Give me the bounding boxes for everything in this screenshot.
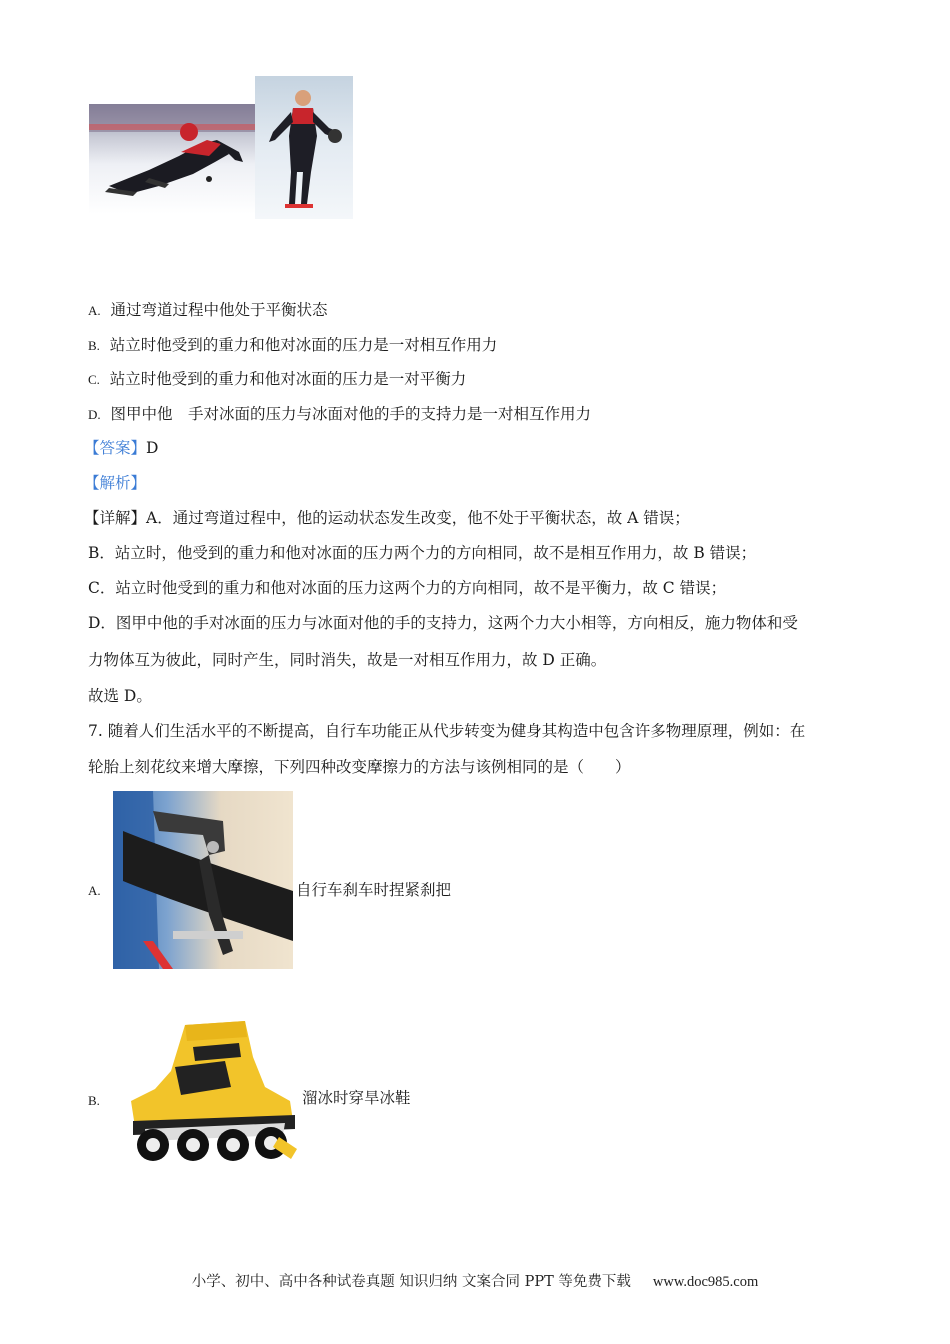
detail-line-3 (88, 578, 726, 598)
q6-option-b (88, 335, 497, 356)
q6-option-d (88, 404, 591, 425)
option-letter: D. (88, 407, 101, 422)
option-text: 站立时他受到的重力和他对冰面的压力是一对平衡力 (109, 370, 467, 388)
detail-text: 力物体互为彼此，同时产生，同时消失，故是一对相互作用力，故 D 正确。 (88, 651, 607, 669)
bike-brake-photo (113, 791, 293, 969)
analysis-line (84, 473, 146, 493)
q7-stem: 轮胎上刻花纹来增大摩擦，下列四种改变摩擦力的方法与该例相同的是（ ） (88, 758, 631, 776)
option-letter: B. (88, 338, 100, 353)
detail-text: A．通过弯道过程中，他的运动状态发生改变，他不处于平衡状态，故 A 错误； (146, 509, 690, 527)
detail-text: 故选 D。 (88, 687, 152, 705)
q7-stem-line-1 (88, 721, 805, 741)
q6-option-c (88, 369, 466, 390)
q7-option-b-text (302, 1088, 411, 1108)
option-text: 溜冰时穿旱冰鞋 (302, 1089, 411, 1107)
detail-tag: 【详解】 (84, 509, 147, 527)
answer-line (84, 438, 158, 458)
page-footer (0, 1270, 950, 1291)
q7-stem-line-2 (88, 757, 631, 777)
option-letter: A. (88, 303, 101, 318)
q6-option-a (88, 300, 328, 321)
footer-url[interactable]: www.doc985.com (652, 1274, 759, 1290)
detail-line-4 (88, 613, 798, 633)
option-text: 图甲中他 手对冰面的压力与冰面对他的手的支持力是一对相互作用力 (110, 405, 592, 423)
q7-option-a-text (296, 880, 451, 900)
q7-stem: 7. 随着人们生活水平的不断提高，自行车功能正从代步转变为健身其构造中包含许多物理原理，例如：在 (88, 722, 806, 740)
detail-line-6 (88, 686, 152, 706)
option-letter: C. (88, 372, 100, 387)
detail-text: C．站立时他受到的重力和他对冰面的压力这两个力的方向相同，故不是平衡力，故 C 错误； (88, 579, 727, 597)
detail-line-2 (88, 543, 756, 563)
detail-text: B．站立时，他受到的重力和他对冰面的压力两个力的方向相同，故不是相互作用力，故 B 错误； (88, 544, 757, 562)
roller-skate-photo (115, 1017, 298, 1167)
option-text: 自行车刹车时捏紧刹把 (296, 881, 452, 899)
detail-line-1 (84, 508, 690, 528)
option-text: 站立时他受到的重力和他对冰面的压力是一对相互作用力 (109, 336, 498, 354)
option-letter: B. (88, 1093, 100, 1108)
q7-option-a-letter (88, 880, 101, 901)
detail-text: D．图甲中他的手对冰面的压力与冰面对他的手的支持力，这两个力大小相等，方向相反，施力物体和受 (88, 614, 798, 632)
option-letter: A. (88, 883, 101, 898)
q7-option-b-letter (88, 1090, 100, 1111)
option-text: 通过弯道过程中他处于平衡状态 (110, 301, 328, 319)
detail-line-5 (88, 650, 606, 670)
skater-standing-photo (255, 76, 353, 219)
answer-value: D (146, 439, 159, 457)
footer-text: 小学、初中、高中各种试卷真题 知识归纳 文案合同 PPT 等免费下载 (191, 1274, 631, 1290)
answer-tag: 【答案】 (84, 439, 147, 457)
analysis-tag: 【解析】 (84, 474, 147, 492)
skater-cornering-photo (89, 104, 255, 214)
